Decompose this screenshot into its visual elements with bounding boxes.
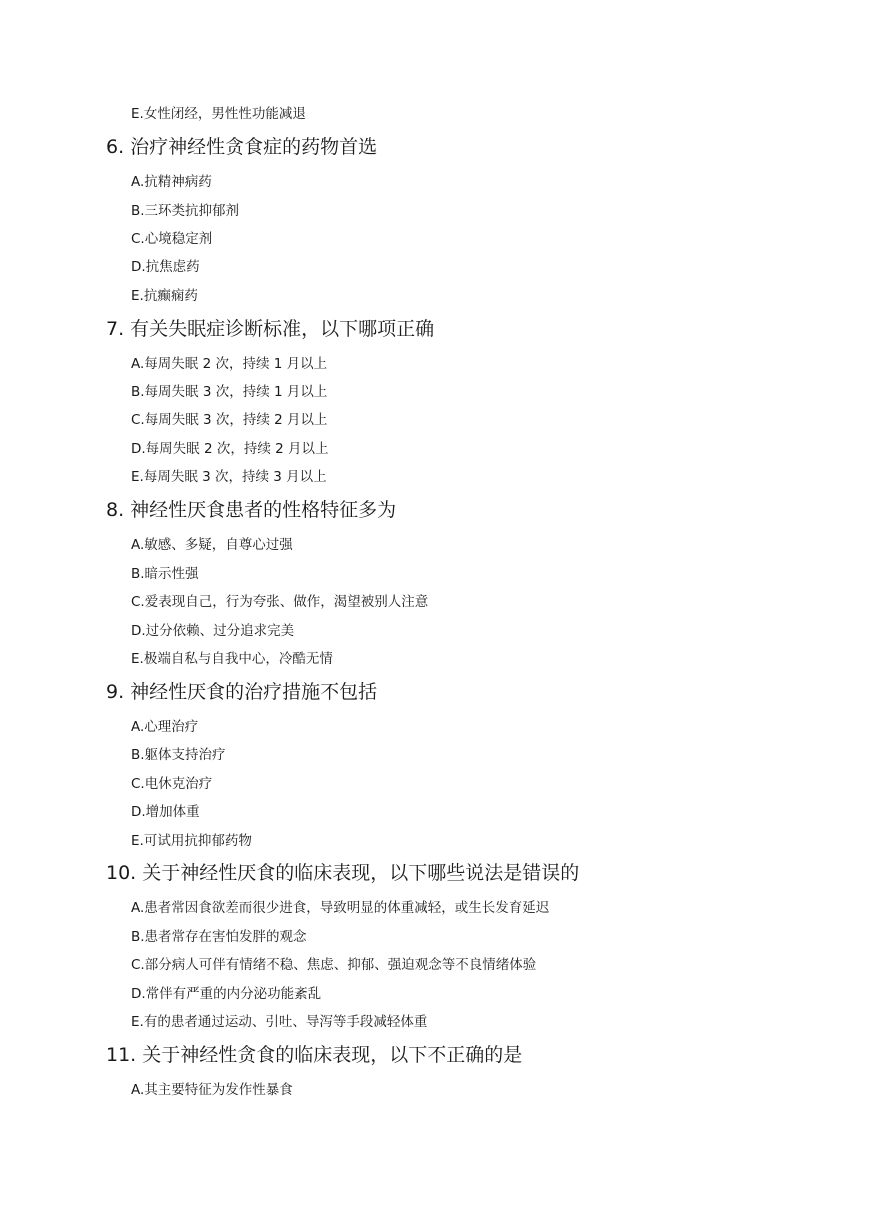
q9-option-c: C.电休克治疗 [131,776,213,792]
q9-option-e: E.可试用抗抑郁药物 [131,833,252,849]
q7-option-d: D.每周失眠 2 次，持续 2 月以上 [131,441,329,457]
q7-option-c: C.每周失眠 3 次，持续 2 月以上 [131,412,328,428]
q7-option-e: E.每周失眠 3 次，持续 3 月以上 [131,469,327,485]
q10-option-e: E.有的患者通过运动、引吐、导泻等手段减轻体重 [131,1014,428,1030]
question-9-title: 9. 神经性厌食的治疗措施不包括 [106,681,378,703]
q8-option-b: B.暗示性强 [131,566,199,582]
question-6-title: 6. 治疗神经性贪食症的药物首选 [106,136,378,158]
q6-option-a: A.抗精神病药 [131,174,212,190]
question-10-title: 10. 关于神经性厌食的临床表现，以下哪些说法是错误的 [106,862,580,884]
question-8-title: 8. 神经性厌食患者的性格特征多为 [106,499,397,521]
q9-option-d: D.增加体重 [131,804,200,820]
q8-option-a: A.敏感、多疑，自尊心过强 [131,537,293,553]
q6-option-b: B.三环类抗抑郁剂 [131,203,240,219]
q10-option-a: A.患者常因食欲差而很少进食，导致明显的体重减轻，或生长发育延迟 [131,900,550,916]
q6-option-d: D.抗焦虑药 [131,259,200,275]
question-7-title: 7. 有关失眠症诊断标准，以下哪项正确 [106,318,435,340]
q10-option-d: D.常伴有严重的内分泌功能紊乱 [131,986,322,1002]
q8-option-c: C.爱表现自己，行为夸张、做作，渴望被别人注意 [131,594,429,610]
q9-option-b: B.躯体支持治疗 [131,747,226,763]
q10-option-c: C.部分病人可伴有情绪不稳、焦虑、抑郁、强迫观念等不良情绪体验 [131,957,537,973]
q8-option-e: E.极端自私与自我中心，冷酷无情 [131,651,333,667]
q10-option-b: B.患者常存在害怕发胖的观念 [131,929,307,945]
q9-option-a: A.心理治疗 [131,719,199,735]
q6-option-e: E.抗癫痫药 [131,288,198,304]
q8-option-d: D.过分依赖、过分追求完美 [131,623,295,639]
q7-option-b: B.每周失眠 3 次，持续 1 月以上 [131,384,328,400]
q7-option-a: A.每周失眠 2 次，持续 1 月以上 [131,356,328,372]
option-e-prev: E.女性闭经，男性性功能减退 [131,106,306,122]
q6-option-c: C.心境稳定剂 [131,231,213,247]
q11-option-a: A.其主要特征为发作性暴食 [131,1082,293,1098]
question-11-title: 11. 关于神经性贪食的临床表现，以下不正确的是 [106,1044,523,1066]
